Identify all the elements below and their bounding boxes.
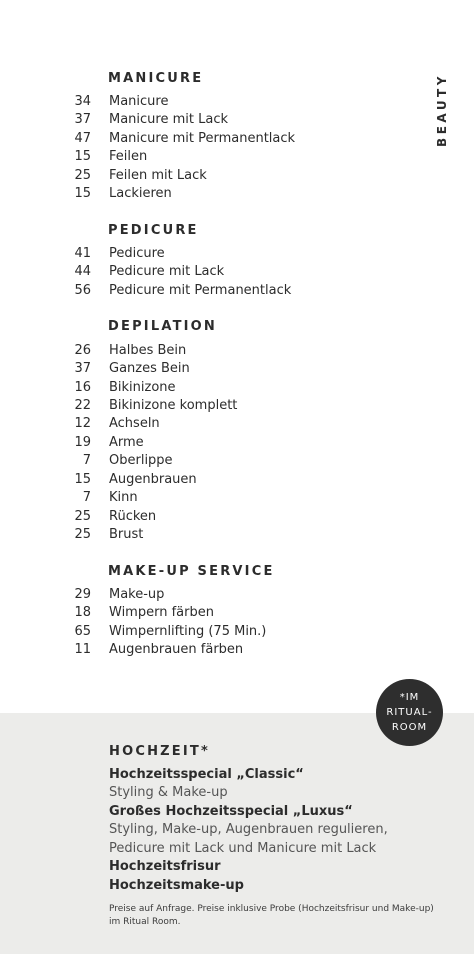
item-name: Pedicure mit Lack bbox=[109, 264, 225, 279]
price: 22 bbox=[74, 398, 91, 413]
price: 7 bbox=[82, 453, 91, 468]
item-name: Wimpernlifting (75 Min.) bbox=[109, 624, 267, 639]
list-item bbox=[0, 490, 474, 508]
list-item bbox=[0, 149, 474, 167]
price: 37 bbox=[74, 361, 91, 376]
price: 11 bbox=[74, 642, 91, 657]
list-item bbox=[0, 453, 474, 471]
item-name: Wimpern färben bbox=[109, 605, 214, 620]
list-item bbox=[0, 605, 474, 623]
price: 44 bbox=[74, 264, 91, 279]
list-item bbox=[0, 587, 474, 605]
list-item bbox=[0, 398, 474, 416]
section-title: MANICURE bbox=[108, 71, 204, 86]
item-name: Manicure mit Permanentlack bbox=[109, 131, 296, 146]
list-item bbox=[0, 361, 474, 379]
item-name: Halbes Bein bbox=[109, 343, 187, 358]
price: 26 bbox=[74, 343, 91, 358]
note-line: im Ritual Room. bbox=[109, 917, 181, 927]
list-item bbox=[0, 94, 474, 112]
item-name: Bikinizone komplett bbox=[109, 398, 238, 413]
note-line: Preise auf Anfrage. Preise inklusive Probe (Hochzeitsfrisur und Make-up) bbox=[109, 904, 434, 914]
price: 7 bbox=[82, 490, 91, 505]
list-item bbox=[0, 168, 474, 186]
item-name: Rücken bbox=[109, 509, 157, 524]
price: 25 bbox=[74, 527, 91, 542]
badge-line: *IM bbox=[399, 692, 420, 703]
item-name: Brust bbox=[109, 527, 144, 542]
list-item bbox=[0, 264, 474, 282]
price: 47 bbox=[74, 131, 91, 146]
wedding-line: Styling & Make-up bbox=[109, 785, 228, 800]
ritual-room-badge bbox=[376, 679, 443, 746]
list-item bbox=[0, 380, 474, 398]
price: 37 bbox=[74, 112, 91, 127]
price: 34 bbox=[74, 94, 91, 109]
item-name: Achseln bbox=[109, 416, 160, 431]
list-item bbox=[0, 246, 474, 264]
wedding-note bbox=[109, 903, 439, 929]
section-title: PEDICURE bbox=[108, 223, 199, 238]
wedding-title: HOCHZEIT* bbox=[109, 744, 210, 759]
price: 16 bbox=[74, 380, 91, 395]
price: 19 bbox=[74, 435, 91, 450]
list-item bbox=[0, 527, 474, 545]
item-name: Feilen mit Lack bbox=[109, 168, 207, 183]
item-name: Augenbrauen färben bbox=[109, 642, 244, 657]
badge-line: RITUAL- bbox=[386, 707, 433, 718]
list-item bbox=[0, 435, 474, 453]
list-item bbox=[0, 416, 474, 434]
section-title: MAKE-UP SERVICE bbox=[108, 564, 275, 579]
item-name: Lackieren bbox=[109, 186, 172, 201]
wedding-line: Pedicure mit Lack und Manicure mit Lack bbox=[109, 841, 377, 856]
list-item bbox=[0, 283, 474, 301]
item-name: Oberlippe bbox=[109, 453, 173, 468]
item-name: Manicure mit Lack bbox=[109, 112, 228, 127]
badge-line: ROOM bbox=[391, 722, 428, 733]
item-name: Manicure bbox=[109, 94, 169, 109]
price: 65 bbox=[74, 624, 91, 639]
wedding-line: Hochzeitsfrisur bbox=[109, 859, 221, 874]
list-item bbox=[0, 186, 474, 204]
list-item bbox=[0, 472, 474, 490]
wedding-line: Hochzeitsmake-up bbox=[109, 878, 244, 893]
list-item bbox=[0, 642, 474, 660]
price: 12 bbox=[74, 416, 91, 431]
price: 15 bbox=[74, 149, 91, 164]
wedding-line: Styling, Make-up, Augenbrauen regulieren, bbox=[109, 822, 388, 837]
price: 25 bbox=[74, 509, 91, 524]
side-label-text: BEAUTY bbox=[435, 73, 449, 147]
item-name: Bikinizone bbox=[109, 380, 176, 395]
item-name: Augenbrauen bbox=[109, 472, 197, 487]
price: 15 bbox=[74, 186, 91, 201]
item-name: Pedicure mit Permanentlack bbox=[109, 283, 292, 298]
price: 29 bbox=[74, 587, 91, 602]
price: 41 bbox=[74, 246, 91, 261]
item-name: Arme bbox=[109, 435, 144, 450]
list-item bbox=[0, 131, 474, 149]
price: 25 bbox=[74, 168, 91, 183]
list-item bbox=[0, 624, 474, 642]
list-item bbox=[0, 343, 474, 361]
list-item bbox=[0, 509, 474, 527]
item-name: Pedicure bbox=[109, 246, 165, 261]
item-name: Make-up bbox=[109, 587, 165, 602]
price: 56 bbox=[74, 283, 91, 298]
wedding-line: Großes Hochzeitsspecial „Luxus“ bbox=[109, 804, 353, 819]
list-item bbox=[0, 112, 474, 130]
item-name: Feilen bbox=[109, 149, 148, 164]
item-name: Kinn bbox=[109, 490, 138, 505]
wedding-line: Hochzeitsspecial „Classic“ bbox=[109, 767, 304, 782]
item-name: Ganzes Bein bbox=[109, 361, 190, 376]
section-title: DEPILATION bbox=[108, 319, 218, 334]
price: 18 bbox=[74, 605, 91, 620]
price: 15 bbox=[74, 472, 91, 487]
